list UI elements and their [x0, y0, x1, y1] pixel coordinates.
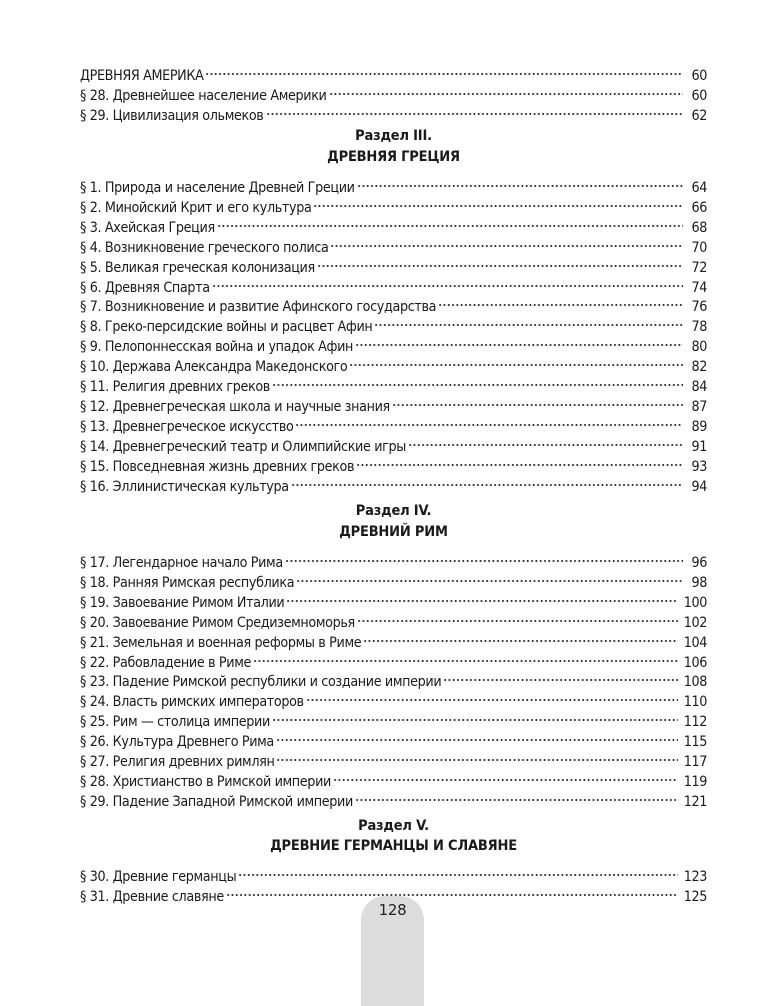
entry-page-number: 100: [683, 594, 707, 611]
entry-page-number: 68: [691, 219, 707, 236]
entry-page-number: 117: [683, 754, 707, 770]
entry-page-number: 106: [683, 654, 707, 671]
entry-title: § 28. Древнейшее население Америки: [80, 88, 327, 104]
dot-leader: [355, 331, 683, 351]
toc-entry[interactable]: [80, 471, 707, 495]
toc-entry[interactable]: [80, 272, 707, 296]
entry-title: § 27. Религия древних римлян: [80, 754, 275, 770]
entry-page-number: 110: [683, 694, 707, 711]
entry-page-number: 60: [691, 68, 707, 84]
entry-title: § 14. Древнегреческий театр и Олимпийские игры: [80, 438, 406, 455]
dot-leader: [238, 861, 677, 881]
toc-entry[interactable]: [80, 351, 707, 376]
toc-entry[interactable]: [80, 706, 707, 731]
entry-title: § 29. Падение Западной Римской империи: [80, 793, 353, 810]
dot-leader: [217, 212, 683, 232]
entry-title: § 30. Древние германцы: [80, 869, 237, 885]
entry-title: § 21. Земельная и военная реформы в Риме: [80, 634, 362, 651]
toc-entry[interactable]: [80, 547, 707, 571]
entry-page-number: 108: [683, 674, 707, 691]
dot-leader: [295, 411, 683, 431]
toc-entry[interactable]: [80, 567, 707, 591]
toc-entry[interactable]: [80, 431, 707, 455]
entry-page-number: 76: [691, 299, 707, 316]
entry-title: § 29. Цивилизация ольмеков: [80, 108, 264, 124]
section-label: Раздел III.: [355, 128, 432, 144]
dot-leader: [349, 351, 683, 371]
entry-page-number: 93: [691, 458, 707, 475]
dot-leader: [374, 311, 683, 331]
entry-page-number: 70: [691, 239, 707, 256]
page-number-tab: [361, 896, 424, 1006]
dot-leader: [330, 232, 683, 252]
entry-title: § 22. Рабовладение в Риме: [80, 654, 252, 671]
toc-entry[interactable]: [80, 192, 707, 216]
dot-leader: [272, 706, 678, 726]
entry-title: § 6. Древняя Спарта: [80, 279, 210, 296]
entry-page-number: 96: [691, 555, 707, 571]
entry-title: § 11. Религия древних греков: [80, 379, 270, 395]
entry-page-number: 98: [691, 574, 707, 591]
entry-title: § 3. Ахейская Греция: [80, 219, 215, 236]
entry-title: § 24. Власть римских императоров: [80, 694, 304, 711]
dot-leader: [226, 881, 678, 901]
dot-leader: [313, 192, 683, 212]
entry-title: ДРЕВНЯЯ АМЕРИКА: [80, 68, 204, 84]
entry-title: § 23. Падение Римской республики и создание империи: [80, 674, 442, 691]
entry-page-number: 64: [691, 180, 707, 196]
entry-page-number: 112: [683, 714, 707, 731]
dot-leader: [276, 746, 677, 766]
entry-page-number: 119: [683, 773, 707, 790]
entry-title: § 7. Возникновение и развитие Афинского государства: [80, 299, 437, 316]
entry-title: § 9. Пелопоннесская война и упадок Афин: [80, 339, 354, 356]
entry-title: § 28. Христианство в Римской империи: [80, 773, 331, 790]
section-label: Раздел V.: [358, 818, 429, 834]
toc-entry[interactable]: [80, 726, 707, 751]
dot-leader: [392, 391, 683, 411]
entry-page-number: 74: [691, 279, 707, 296]
section-title: ДРЕВНЯЯ ГРЕЦИЯ: [327, 149, 460, 165]
entry-title: § 17. Легендарное начало Рима: [80, 555, 283, 571]
page-number: 128: [378, 901, 407, 919]
dot-leader: [356, 451, 683, 471]
toc-entry[interactable]: [80, 391, 707, 415]
entry-page-number: 62: [691, 108, 707, 124]
dot-leader: [272, 371, 683, 391]
entry-title: § 12. Древнегреческая школа и научные знания: [80, 398, 390, 415]
toc-entry[interactable]: [80, 786, 707, 810]
toc-chapter-entry[interactable]: [80, 60, 707, 84]
section-title: ДРЕВНИЕ ГЕРМАНЦЫ И СЛАВЯНЕ: [270, 838, 517, 854]
entry-title: § 1. Природа и население Древней Греции: [80, 180, 355, 196]
dot-leader: [355, 786, 678, 806]
entry-title: § 31. Древние славяне: [80, 888, 224, 905]
toc-entry[interactable]: [80, 80, 707, 104]
dot-leader: [357, 607, 678, 627]
entry-title: § 15. Повседневная жизнь древних греков: [80, 458, 355, 475]
dot-leader: [329, 80, 684, 100]
toc-entry[interactable]: [80, 172, 707, 196]
toc-entry[interactable]: [80, 451, 707, 475]
toc-entry[interactable]: [80, 861, 707, 885]
entry-page-number: 60: [691, 88, 707, 104]
entry-page-number: 84: [691, 379, 707, 395]
entry-title: § 26. Культура Древнего Рима: [80, 734, 274, 751]
toc-entry[interactable]: [80, 100, 707, 124]
toc-entry[interactable]: [80, 291, 707, 316]
toc-entry[interactable]: [80, 252, 707, 276]
entry-page-number: 66: [691, 199, 707, 216]
toc-entry[interactable]: [80, 331, 707, 356]
entry-title: § 2. Минойский Крит и его культура: [80, 199, 312, 216]
toc-entry[interactable]: [80, 647, 707, 671]
dot-leader: [212, 272, 683, 292]
entry-page-number: 82: [691, 359, 707, 376]
dot-leader: [296, 567, 683, 587]
entry-page-number: 115: [683, 734, 707, 751]
entry-title: § 19. Завоевание Римом Италии: [80, 594, 285, 611]
entry-page-number: 78: [691, 319, 707, 336]
entry-page-number: 87: [691, 398, 707, 415]
toc-entry[interactable]: [80, 666, 707, 691]
dot-leader: [333, 766, 678, 786]
dot-leader: [317, 252, 683, 272]
dot-leader: [266, 100, 684, 120]
entry-page-number: 72: [691, 259, 707, 276]
toc-entry[interactable]: [80, 212, 707, 236]
dot-leader: [357, 172, 683, 192]
entry-page-number: 80: [691, 339, 707, 356]
section-label: Раздел IV.: [355, 503, 432, 519]
entry-page-number: 104: [683, 634, 707, 651]
entry-title: § 18. Ранняя Римская республика: [80, 574, 295, 591]
toc-entry[interactable]: [80, 587, 707, 611]
toc-entry[interactable]: [80, 311, 707, 336]
entry-title: § 4. Возникновение греческого полиса: [80, 239, 329, 256]
toc-entry[interactable]: [80, 232, 707, 256]
entry-page-number: 91: [691, 438, 707, 455]
entry-page-number: 121: [683, 793, 707, 810]
table-of-contents: [80, 0, 707, 1000]
entry-page-number: 94: [691, 478, 707, 495]
dot-leader: [438, 291, 683, 311]
toc-entry[interactable]: [80, 766, 707, 790]
toc-entry[interactable]: [80, 746, 707, 770]
entry-title: § 20. Завоевание Римом Средиземноморья: [80, 614, 355, 631]
toc-entry[interactable]: [80, 371, 707, 395]
dot-leader: [363, 627, 677, 647]
dot-leader: [276, 726, 678, 746]
entry-title: § 25. Рим — столица империи: [80, 714, 270, 731]
entry-page-number: 89: [691, 418, 707, 435]
toc-entry[interactable]: [80, 607, 707, 631]
entry-title: § 16. Эллинистическая культура: [80, 478, 289, 495]
dot-leader: [286, 587, 677, 607]
dot-leader: [285, 547, 683, 567]
entry-title: § 10. Держава Александра Македонского: [80, 359, 348, 376]
toc-entry[interactable]: [80, 686, 707, 711]
toc-entry[interactable]: [80, 411, 707, 435]
dot-leader: [253, 647, 678, 667]
dot-leader: [205, 60, 683, 80]
toc-entry[interactable]: [80, 627, 707, 651]
dot-leader: [306, 686, 678, 706]
dot-leader: [408, 431, 683, 451]
entry-page-number: 102: [683, 614, 707, 631]
entry-title: § 13. Древнегреческое искусство: [80, 418, 294, 435]
entry-title: § 8. Греко-персидские войны и расцвет Афин: [80, 319, 373, 336]
entry-title: § 5. Великая греческая колонизация: [80, 259, 315, 276]
entry-page-number: 125: [683, 888, 707, 905]
section-title: ДРЕВНИЙ РИМ: [339, 524, 448, 540]
entry-page-number: 123: [683, 869, 707, 885]
dot-leader: [443, 666, 677, 686]
dot-leader: [291, 471, 683, 491]
